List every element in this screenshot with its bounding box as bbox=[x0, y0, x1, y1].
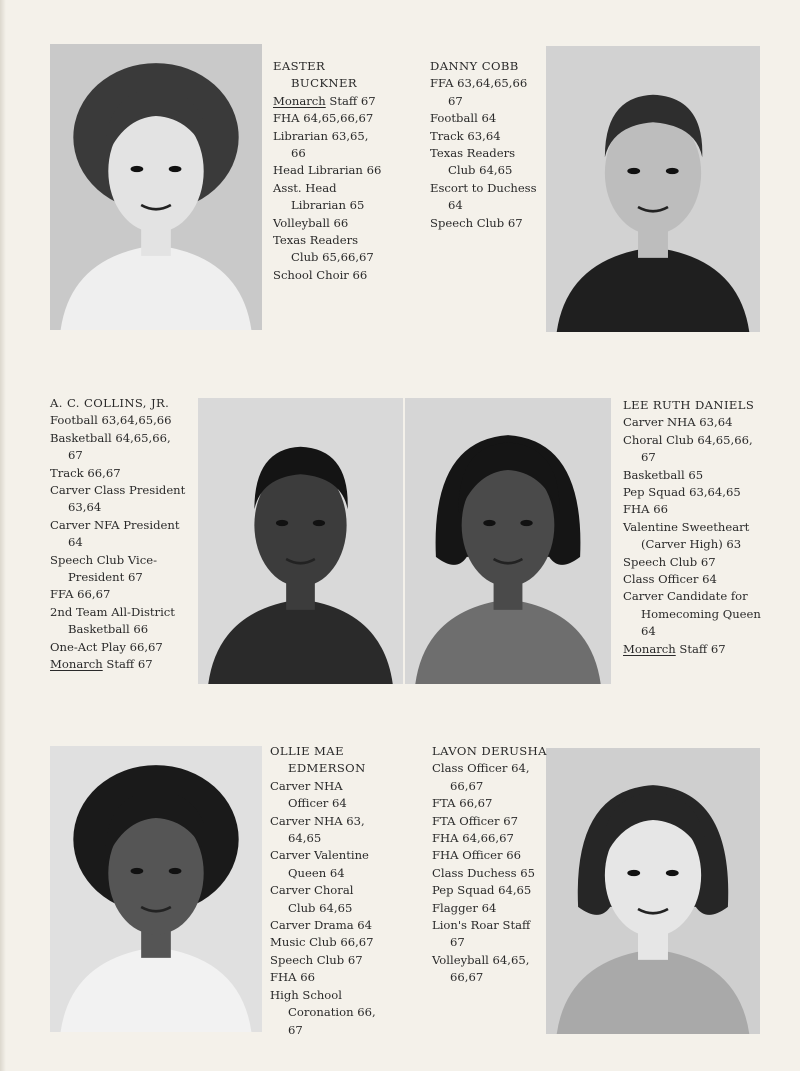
activity-line: Track 63,64 bbox=[430, 128, 501, 143]
activity-line: FHA 64,66,67 bbox=[432, 831, 514, 846]
activity-line: Monarch Staff 67 bbox=[50, 657, 153, 672]
portrait-lee-ruth-daniels bbox=[405, 398, 611, 684]
activity-line: Basketball 65 bbox=[623, 467, 704, 482]
portrait-lavon-derusha bbox=[546, 748, 760, 1034]
publication-title: Monarch bbox=[623, 641, 676, 656]
activity-line: Monarch Staff 67 bbox=[273, 93, 376, 108]
portrait-ollie-mae-edmerson bbox=[50, 746, 262, 1032]
activity-line: 66,67 bbox=[450, 970, 484, 985]
activity-line: Carver Drama 64 bbox=[270, 918, 373, 933]
activity-line: Escort to Duchess bbox=[430, 180, 537, 195]
activity-line: Queen 64 bbox=[288, 865, 345, 880]
activity-line: Carver NHA 63,64 bbox=[623, 415, 733, 430]
student-name-line: LEE RUTH DANIELS bbox=[623, 398, 755, 412]
activity-line: 67 bbox=[641, 450, 656, 465]
activity-line: School Choir 66 bbox=[273, 267, 368, 282]
activity-line: Officer 64 bbox=[288, 796, 347, 811]
activity-line: 64 bbox=[68, 535, 83, 550]
publication-title: Monarch bbox=[273, 93, 326, 108]
activity-line: 64 bbox=[448, 198, 463, 213]
activity-line: Lion's Roar Staff bbox=[432, 918, 531, 933]
activity-line: Carver Choral bbox=[270, 883, 354, 898]
activity-line: 67 bbox=[288, 1022, 303, 1037]
activity-line: One-Act Play 66,67 bbox=[50, 639, 163, 654]
activity-line: FTA Officer 67 bbox=[432, 813, 518, 828]
activity-line: Carver Valentine bbox=[270, 848, 369, 863]
bio-ollie-mae-edmerson bbox=[270, 743, 376, 1039]
activity-line: FHA 66 bbox=[623, 502, 668, 517]
student-name-line: DANNY COBB bbox=[430, 59, 519, 73]
activity-line: Librarian 63,65, bbox=[273, 128, 369, 143]
portrait-ac-collins bbox=[198, 398, 403, 684]
student-name-line: EDMERSON bbox=[288, 761, 366, 776]
activity-line: FHA 64,65,66,67 bbox=[273, 111, 374, 126]
activity-line: Class Duchess 65 bbox=[432, 865, 535, 880]
activity-line: (Carver High) 63 bbox=[641, 537, 742, 552]
activity-line: Class Officer 64 bbox=[623, 572, 717, 587]
activity-line: 67 bbox=[450, 935, 465, 950]
student-name-line: EASTER bbox=[273, 59, 326, 73]
activity-line: 67 bbox=[448, 93, 463, 108]
activity-line: Coronation 66, bbox=[288, 1005, 376, 1020]
activity-line: Texas Readers bbox=[273, 233, 359, 248]
activity-line: FFA 63,64,65,66 bbox=[430, 76, 528, 91]
activity-line: President 67 bbox=[68, 570, 143, 585]
bio-easter-buckner bbox=[273, 58, 381, 284]
activity-line: Football 63,64,65,66 bbox=[50, 413, 172, 428]
page-binding-edge bbox=[0, 0, 6, 1071]
student-name-line: LAVON DERUSHA bbox=[432, 744, 547, 758]
activity-line: Speech Club 67 bbox=[270, 952, 363, 967]
activity-line: Pep Squad 64,65 bbox=[432, 883, 532, 898]
activity-line: Carver NHA 63, bbox=[270, 813, 365, 828]
activity-line: Pep Squad 63,64,65 bbox=[623, 485, 741, 500]
activity-line: 2nd Team All-District bbox=[50, 604, 175, 619]
activity-line: Club 64,65 bbox=[448, 163, 513, 178]
activity-line: Football 64 bbox=[430, 111, 497, 126]
portrait-photo bbox=[198, 398, 403, 684]
activity-line: Homecoming Queen bbox=[641, 606, 761, 621]
activity-line: Speech Club Vice- bbox=[50, 552, 158, 567]
activity-line: Club 64,65 bbox=[288, 900, 353, 915]
portrait-photo bbox=[50, 746, 262, 1032]
activity-line: Valentine Sweetheart bbox=[623, 519, 750, 534]
portrait-danny-cobb bbox=[546, 46, 760, 332]
activity-line: Volleyball 66 bbox=[273, 215, 349, 230]
publication-title: Monarch bbox=[50, 657, 103, 672]
activity-line: 64 bbox=[641, 624, 656, 639]
portrait-photo bbox=[50, 44, 262, 330]
activity-line: Carver Candidate for bbox=[623, 589, 748, 604]
activity-line: Basketball 64,65,66, bbox=[50, 430, 171, 445]
portrait-easter-buckner bbox=[50, 44, 262, 330]
activity-line: Speech Club 67 bbox=[430, 215, 523, 230]
activity-line: FTA 66,67 bbox=[432, 796, 493, 811]
activity-line: FFA 66,67 bbox=[50, 587, 111, 602]
activity-line: Basketball 66 bbox=[68, 622, 149, 637]
student-name-line: BUCKNER bbox=[291, 76, 357, 91]
activity-line: Music Club 66,67 bbox=[270, 935, 374, 950]
activity-line: Volleyball 64,65, bbox=[432, 952, 530, 967]
activity-line: Asst. Head bbox=[273, 180, 337, 195]
activity-line: High School bbox=[270, 987, 342, 1002]
activity-line: Carver NFA President bbox=[50, 517, 180, 532]
activity-line: Monarch Staff 67 bbox=[623, 641, 726, 656]
activity-line: Carver Class President bbox=[50, 483, 186, 498]
activity-line: Head Librarian 66 bbox=[273, 163, 382, 178]
bio-danny-cobb bbox=[430, 58, 537, 232]
activity-line: 64,65 bbox=[288, 831, 322, 846]
activity-line: FHA 66 bbox=[270, 970, 315, 985]
student-name-line: OLLIE MAE bbox=[270, 744, 344, 758]
activity-line: 63,64 bbox=[68, 500, 102, 515]
activity-line: Texas Readers bbox=[430, 146, 516, 161]
bio-lavon-derusha bbox=[432, 743, 547, 987]
activity-line: Speech Club 67 bbox=[623, 554, 716, 569]
bio-ac-collins bbox=[50, 395, 185, 674]
activity-line: Choral Club 64,65,66, bbox=[623, 432, 753, 447]
activity-line: FHA Officer 66 bbox=[432, 848, 521, 863]
activity-line: Librarian 65 bbox=[291, 198, 365, 213]
activity-line: 66,67 bbox=[450, 778, 484, 793]
portrait-photo bbox=[546, 748, 760, 1034]
activity-line: Club 65,66,67 bbox=[291, 250, 374, 265]
activity-line: Carver NHA bbox=[270, 778, 343, 793]
activity-line: 66 bbox=[291, 146, 306, 161]
student-name-line: A. C. COLLINS, JR. bbox=[50, 396, 170, 410]
activity-line: Flagger 64 bbox=[432, 900, 497, 915]
activity-line: Class Officer 64, bbox=[432, 761, 530, 776]
bio-lee-ruth-daniels bbox=[623, 397, 761, 658]
activity-line: Track 66,67 bbox=[50, 465, 121, 480]
portrait-photo bbox=[405, 398, 611, 684]
portrait-photo bbox=[546, 46, 760, 332]
activity-line: 67 bbox=[68, 448, 83, 463]
